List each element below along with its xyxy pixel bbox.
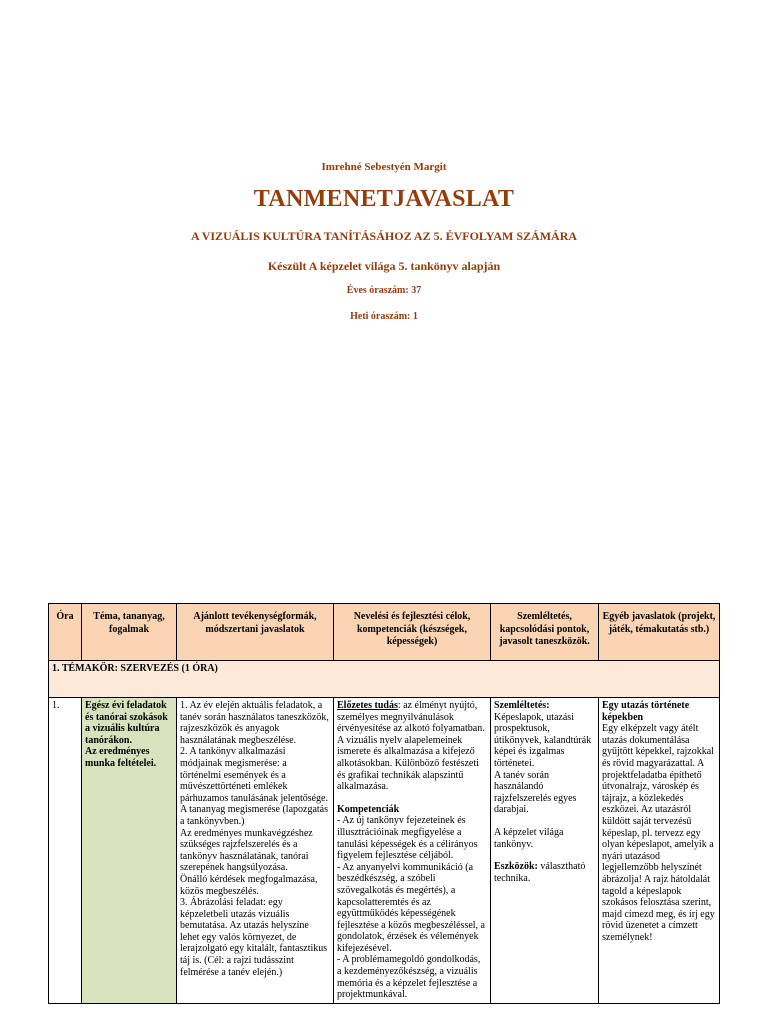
activities-cell [177, 698, 334, 1004]
author-name: Imrehné Sebestyén Margit [321, 161, 447, 173]
document-subtitle: A VIZUÁLIS KULTÚRA TANÍTÁSÁHOZ AZ 5. ÉVFOLYAM SZÁMÁRA [190, 229, 578, 243]
project-description: Egy elképzelt vagy átélt utazás dokumentálása gyűjtött képekkel, rajzokkal és rövid magyarázattal. A projektfeladatba építhető útvonalrajz, városkép és tájrajz, a közlekedés eszközei. Az utazásról küldött saját tervezésű képeslap, pl. tervezz egy olyan képeslapot, amelyik a nyári utazásod legjellemzőbb helyszínét ábrázolja! A rajz hátoldalát tagold a képeslapok szokásos felosztása szerint, majd címezd meg, és írj egy rövid üzenetet a címzett személynek! [602, 723, 715, 943]
activity-item: Önálló kérdések megfogalmazása, közös megbeszélés. [180, 873, 318, 897]
column-header-lesson: Óra [49, 604, 82, 661]
theme-heading: 1. TÉMAKÖR: SZERVEZÉS (1 ÓRA) [49, 661, 720, 698]
tools-line [494, 861, 595, 884]
weekly-hours: Heti óraszám: 1 [350, 311, 418, 322]
column-header-topic: Téma, tananyag, fogalmak [82, 604, 177, 661]
prior-knowledge-label: Előzetes tudás [337, 700, 398, 711]
activity-item: 1. Az év elején aktuális feladatok, a tanév során használatos taneszközök, rajzeszközök és anyagok használatának megbeszélése. [180, 700, 329, 746]
project-title: Egy utazás története képekben [602, 700, 690, 723]
textbook-basis: Készült A képzelet világa 5. tankönyv alapján [267, 259, 501, 273]
activity-item: 2. A tankönyv alkalmazási módjainak megismerése: a történelmi események és a művészettörténeti emlékek párhuzamos tanulásának jelentősége. A tananyag megismerése (lapozgatás a tankönyvben.) [180, 746, 328, 827]
lesson-number: 1. [49, 698, 82, 1004]
visual-aids-equipment: A tanév során használandó rajzfelszerelés egyes darabjai. [494, 769, 577, 816]
prior-knowledge-text: : az élményt nyújtó, személyes megnyilvánulások érvényesítése az alkotó folyamatban. A vizuális nyelv alapelemeinek ismerete és alkalmazása a kifejező alkotásokban. Különböző festészeti és grafikai technikák alapszintű alkalmazása. [337, 700, 485, 793]
topic-cell [82, 698, 177, 1004]
competency-item: - A problémamegoldó gondolkodás, a kezdeményezőkészség, a vizuális memória és a képzelet fejlesztése a projektmunkával. [337, 954, 481, 1001]
visual-aids-cell [491, 698, 599, 1004]
column-header-activities: Ajánlott tevékenységformák, módszertani javaslatok [177, 604, 334, 661]
column-header-visual-aids: Szemléltetés, kapcsolódási pontok, javasolt taneszközök. [491, 604, 599, 661]
tools-text: választható technika. [494, 861, 586, 884]
topic-text-conditions: Az eredményes munka feltételei. [85, 746, 157, 769]
competencies-label: Kompetenciák [337, 803, 400, 815]
yearly-hours: Éves óraszám: 37 [346, 285, 422, 296]
topic-text: Egész évi feladatok és tanórai szokások a vizuális kultúra tanórákon. [85, 700, 168, 746]
column-header-goals: Nevelési és fejlesztési célok, kompetenciák (készségek, képességek) [334, 604, 491, 661]
activity-item: 3. Ábrázolási feladat: egy képzeletbeli utazás vizuális bemutatása. Az utazás helyszíne lehet egy valós környezet, de lerajzolgató egy kitalált, fantasztikus táj is. (Cél: a rajzi tudásszint felmérése a tanév elején.) [180, 897, 328, 978]
other-suggestions-cell [599, 698, 720, 1004]
goals-cell [334, 698, 491, 1004]
activity-item: Az eredményes munkavégzéshez szükséges rajzfelszerelés és a tankönyv használatának, tanórai szerepének hangsúlyozása. [180, 827, 313, 874]
competency-item: - Az új tankönyv fejezeteinek és illusztrációinak megfigyelése a tanulási képességek és a célirányos figyelem fejlesztése céljából. [337, 815, 478, 862]
curriculum-table [48, 603, 720, 1004]
prior-knowledge [337, 700, 487, 793]
column-header-other: Egyéb javaslatok (projekt, játék, témakutatás stb.) [599, 604, 720, 661]
tools-label: Eszközök: [494, 861, 538, 873]
visual-aids-textbook: A képzelet világa tankönyv. [494, 826, 564, 850]
visual-aids-label: Szemléltetés: [494, 700, 550, 711]
visual-aids-text: Képeslapok, utazási prospektusok, útikönyvek, kalandtúrák képei és izgalmas történetei. [494, 711, 592, 769]
document-title: TANMENETJAVASLAT [253, 186, 515, 212]
competency-item: - Az anyanyelvi kommunikáció (a beszédkészség, a szóbeli szövegalkotás és megértés), a kapcsolatteremtés és az együttműködés képességének fejlesztése a közös megbeszéléssel, a gondolatok, érzések és vélemények kifejezésével. [337, 861, 485, 954]
